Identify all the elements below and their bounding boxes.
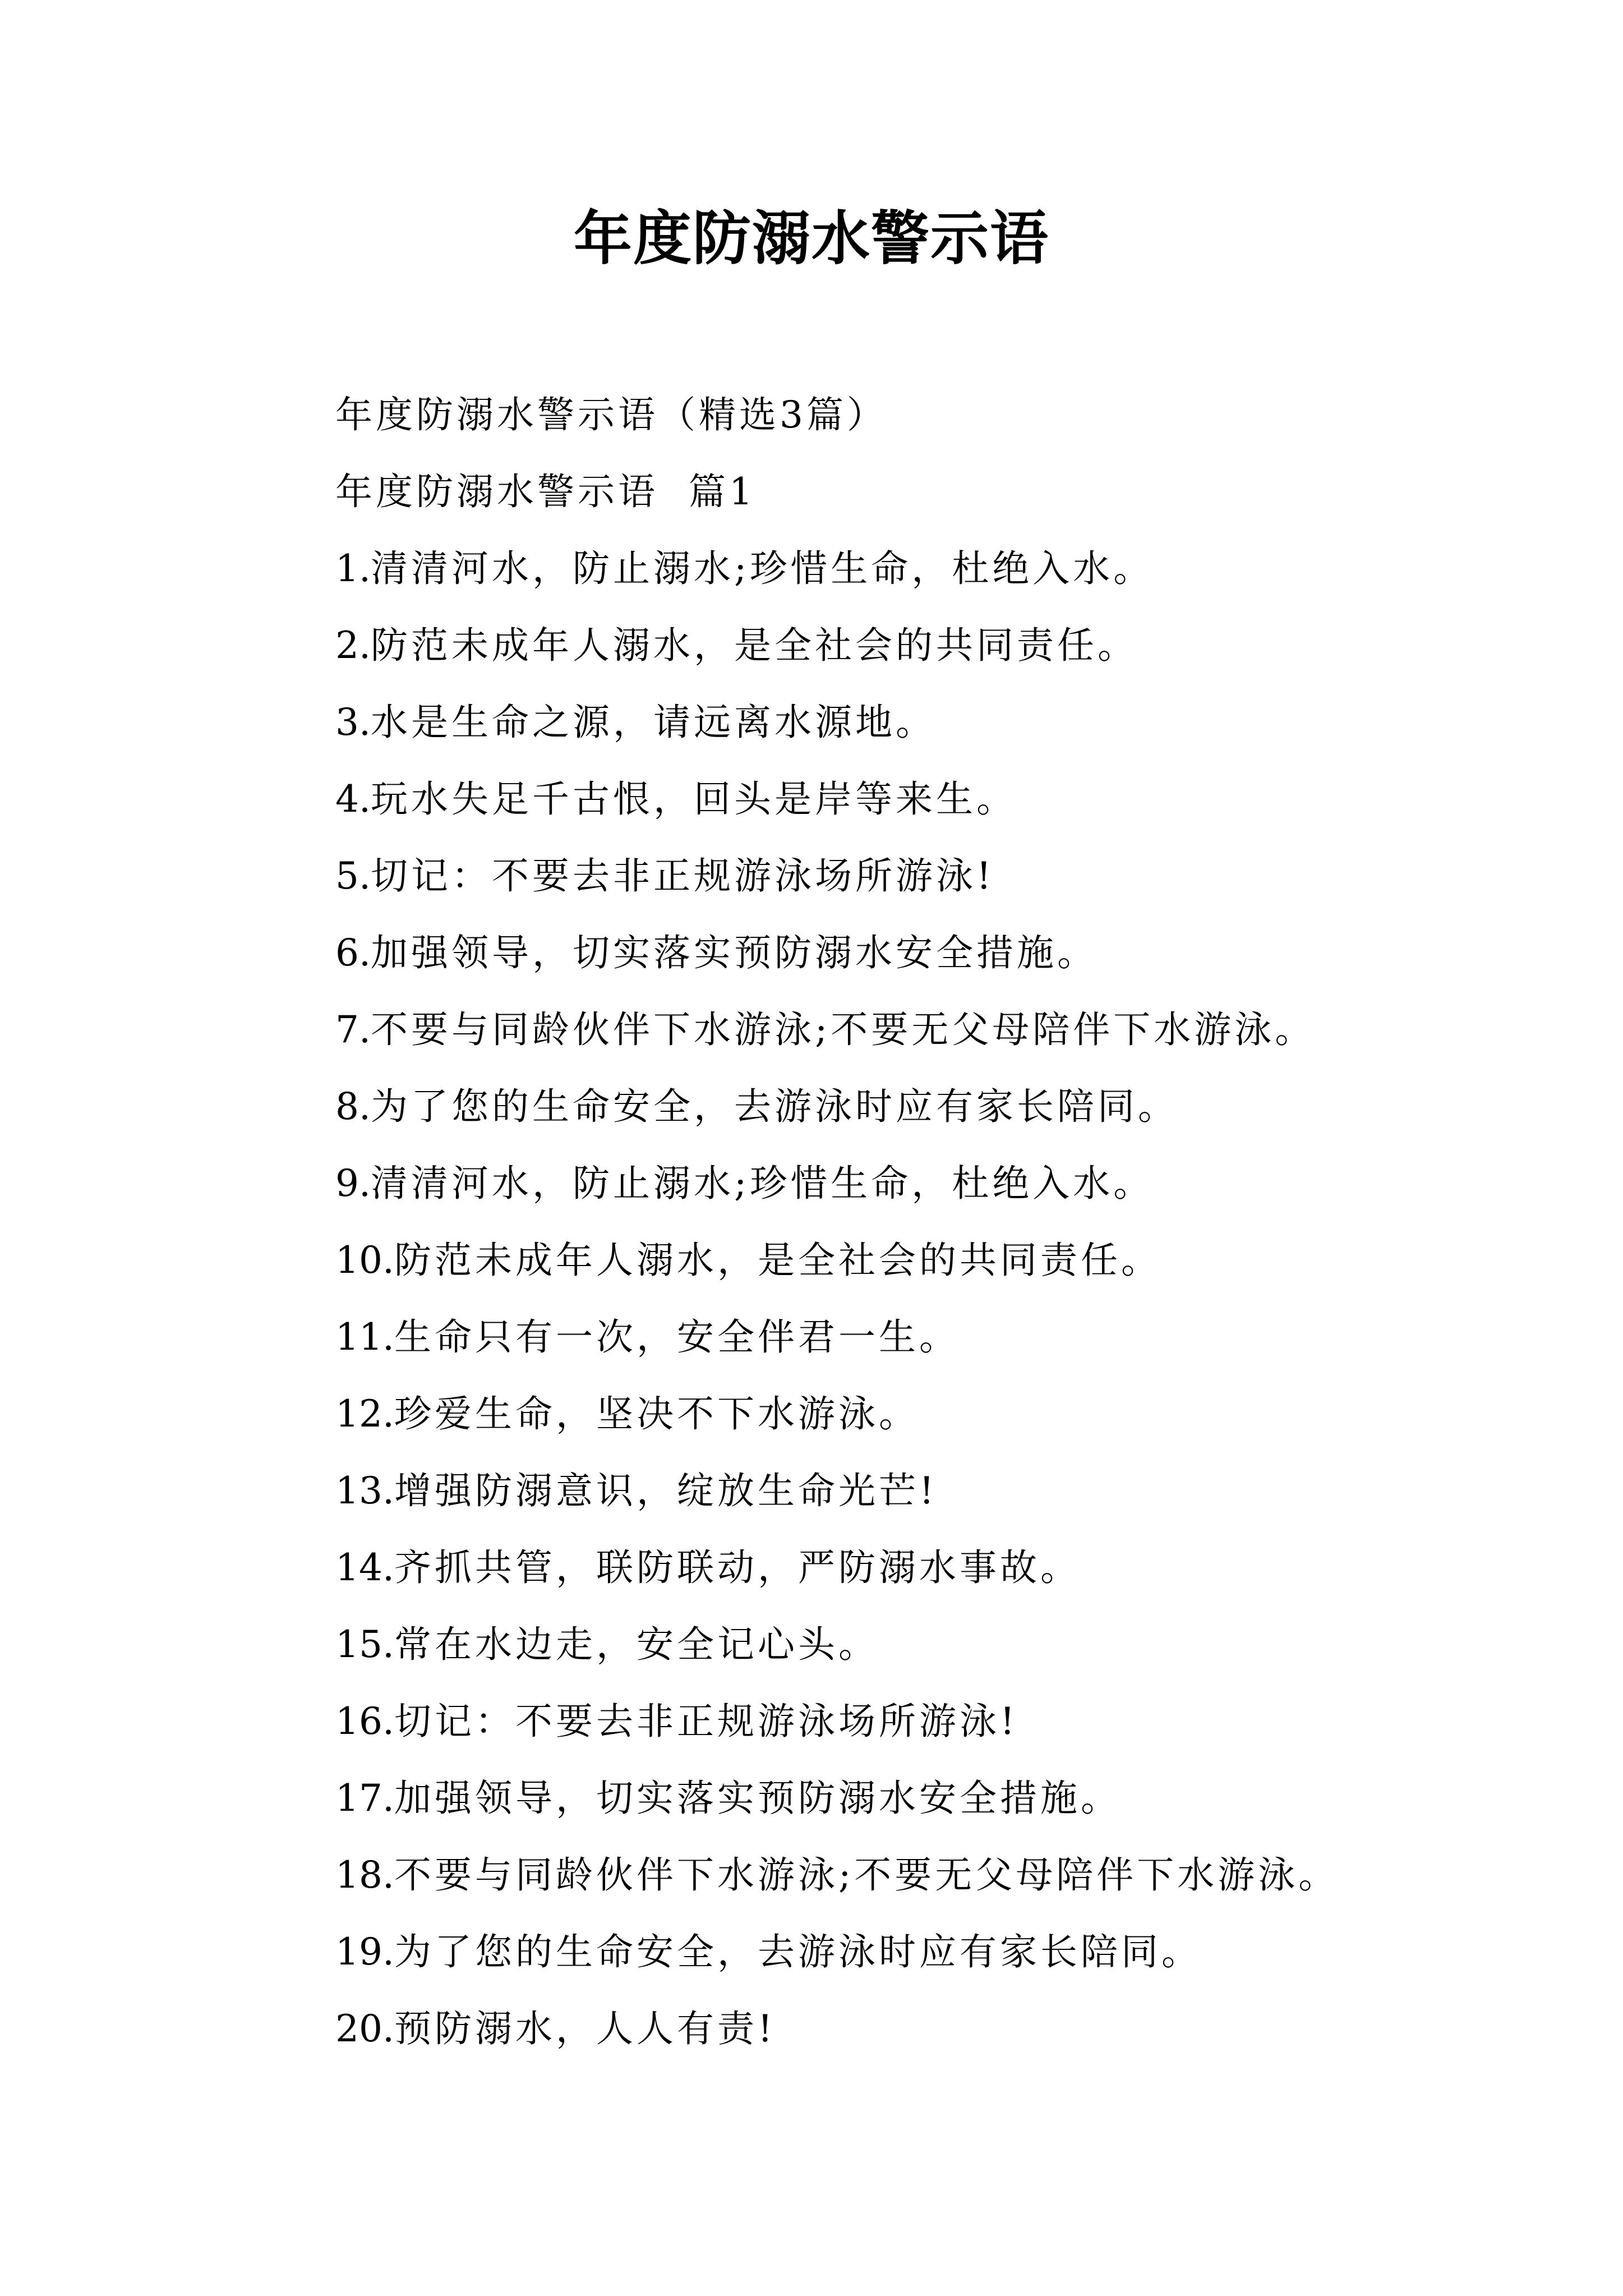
list-item [335,1837,1569,1913]
list-item-text: 清清河水，防止溺水;珍惜生命，杜绝入水。 [370,1162,1154,1205]
document-body [335,376,1569,2067]
list-item-number: 9. [335,1162,371,1205]
list-item-text: 水是生命之源，请远离水源地。 [370,701,936,744]
list-item-text: 防范未成年人溺水，是全社会的共同责任。 [370,624,1138,667]
list-item [335,1683,1569,1760]
list-item [335,1452,1569,1529]
list-item-text: 预防溺水，人人有责! [394,2007,776,2050]
list-item-text: 珍爱生命，坚决不下水游泳。 [394,1392,919,1435]
list-item-number: 6. [335,931,371,974]
document-subtitle: 年度防溺水警示语（精选3篇） [335,393,887,436]
list-item [335,1529,1569,1606]
list-item-number: 2. [335,624,371,667]
list-item-text: 切记：不要去非正规游泳场所游泳! [370,854,995,898]
list-item-text: 生命只有一次，安全伴君一生。 [394,1315,960,1359]
list-item [335,1990,1569,2067]
list-item-text: 防范未成年人溺水，是全社会的共同责任。 [394,1239,1161,1282]
list-item [335,991,1569,1068]
list-item-number: 14. [335,1546,394,1589]
list-item-text: 清清河水，防止溺水;珍惜生命，杜绝入水。 [370,547,1154,590]
list-item [335,1375,1569,1452]
list-item [335,1068,1569,1145]
list-item-text: 齐抓共管，联防联动，严防溺水事故。 [394,1546,1081,1589]
list-item-text: 不要与同龄伙伴下水游泳;不要无父母陪伴下水游泳。 [394,1853,1339,1897]
list-item [335,1760,1569,1837]
list-item-number: 13. [335,1469,394,1512]
list-item-number: 4. [335,777,371,821]
list-item-number: 16. [335,1700,394,1743]
list-item-number: 5. [335,854,371,898]
list-item-number: 1. [335,547,371,590]
list-item-number: 19. [335,1930,394,1973]
list-item [335,1913,1569,1990]
list-item-text: 加强领导，切实落实预防溺水安全措施。 [394,1777,1121,1820]
list-item-number: 3. [335,701,371,744]
list-item-number: 8. [335,1085,371,1128]
slogan-list [335,530,1569,2067]
section-heading: 年度防溺水警示语 篇1 [335,470,756,513]
list-item-number: 7. [335,1008,371,1051]
list-item [335,914,1569,991]
list-item [335,1222,1569,1299]
list-item-number: 10. [335,1239,394,1282]
list-item-text: 常在水边走，安全记心头。 [394,1623,879,1666]
list-item-text: 为了您的生命安全，去游泳时应有家长陪同。 [370,1085,1178,1128]
list-item-text: 为了您的生命安全，去游泳时应有家长陪同。 [394,1930,1202,1973]
list-item [335,684,1569,761]
list-item-text: 加强领导，切实落实预防溺水安全措施。 [370,931,1098,974]
list-item [335,761,1569,838]
list-item [335,1145,1569,1222]
list-item [335,1299,1569,1375]
document-title: 年度防溺水警示语 [573,204,1049,273]
list-item-number: 20. [335,2007,394,2050]
list-item [335,530,1569,607]
list-item [335,1606,1569,1683]
list-item [335,607,1569,684]
list-item-number: 17. [335,1777,394,1820]
list-item-text: 玩水失足千古恨，回头是岸等来生。 [370,777,1017,821]
list-item [335,838,1569,914]
list-item-number: 11. [335,1315,394,1359]
list-item-number: 15. [335,1623,394,1666]
list-item-text: 增强防溺意识，绽放生命光芒! [394,1469,938,1512]
list-item-text: 不要与同龄伙伴下水游泳;不要无父母陪伴下水游泳。 [370,1008,1316,1051]
list-item-number: 18. [335,1853,394,1897]
list-item-number: 12. [335,1392,394,1435]
list-item-text: 切记：不要去非正规游泳场所游泳! [394,1700,1018,1743]
